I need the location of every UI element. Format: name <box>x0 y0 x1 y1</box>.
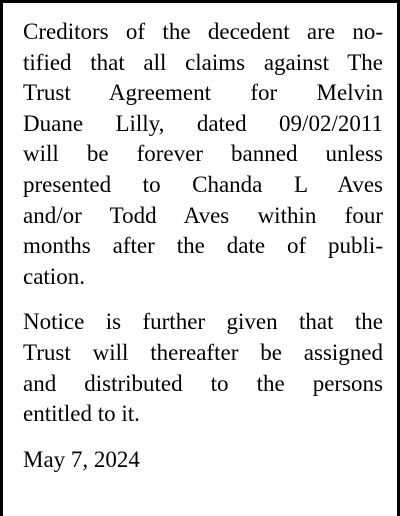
notice-paragraph-trust <box>23 307 383 429</box>
notice-line: Creditors of the decedent are no- <box>23 19 383 44</box>
notice-line: Notice is further given that the <box>23 309 383 335</box>
publication-date: May 7, 2024 <box>23 446 140 472</box>
notice-line: and/or Todd Aves within four <box>23 202 383 228</box>
notice-line: cation. <box>23 263 85 289</box>
notice-paragraph-creditors <box>23 17 383 292</box>
notice-line: will be forever banned unless <box>23 141 383 167</box>
notice-line: and distributed to the persons <box>23 370 383 396</box>
notice-line: Duane Lilly, dated 09/02/2011 <box>23 110 383 136</box>
notice-line: Trust Agreement for Melvin <box>23 80 383 106</box>
notice-line: tified that all claims against The <box>23 49 383 75</box>
notice-line: presented to Chanda L Aves <box>23 171 383 197</box>
notice-line: entitled to it. <box>23 401 140 427</box>
notice-line: months after the date of publi- <box>23 233 383 259</box>
notice-line: Trust will thereafter be assigned <box>23 339 383 365</box>
notice-text-block <box>23 17 383 475</box>
